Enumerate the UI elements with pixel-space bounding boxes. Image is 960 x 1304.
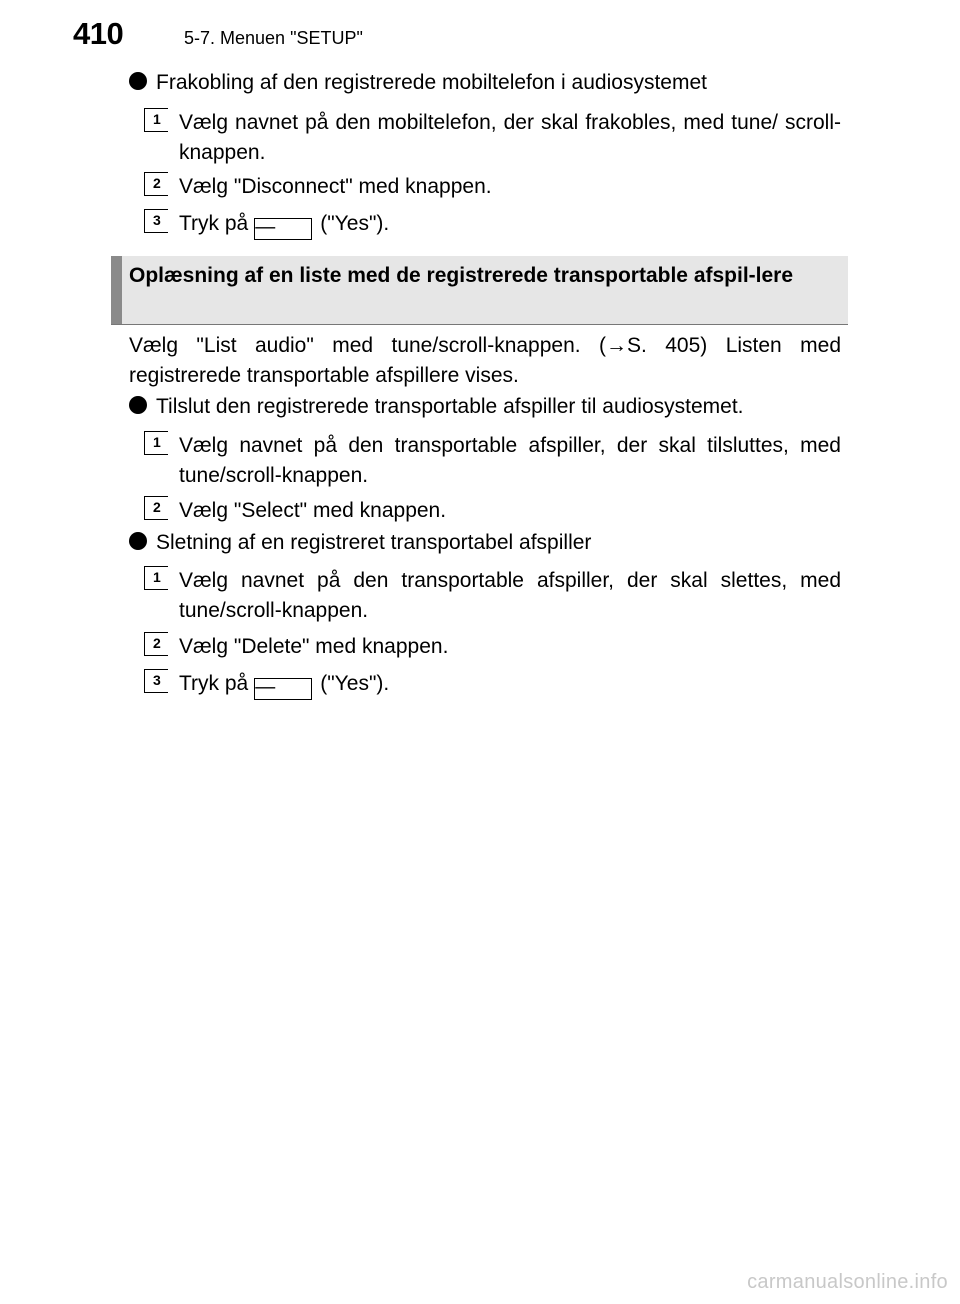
step-text: Vælg "Delete" med knappen. [179, 635, 449, 658]
section-heading [111, 256, 848, 325]
bullet-text: Tilslut den registrerede transportable afspiller til audiosystemet. [156, 395, 744, 418]
step-text [179, 209, 841, 240]
step-number: 2 [144, 172, 168, 196]
step-number: 1 [144, 108, 168, 132]
step-text-after: ("Yes"). [320, 672, 390, 695]
yes-button-symbol: — [254, 678, 312, 700]
bullet-icon [129, 396, 147, 414]
step-number: 1 [144, 566, 168, 590]
step-text: Vælg "Disconnect" med knappen. [179, 175, 492, 198]
yes-button-symbol: — [254, 218, 312, 240]
chapter-title: 5-7. Menuen "SETUP" [184, 28, 363, 48]
step-number: 2 [144, 632, 168, 656]
bullet-text: Sletning af en registreret transportabel afspiller [156, 531, 592, 554]
list-audio-paragraph: Vælg "List audio" med tune/scroll-knappen. (→S. 405) Listen med registrerede transportable afspillere vises. [129, 334, 841, 387]
page-number: 410 [73, 16, 124, 51]
step-text: Vælg "Select" med knappen. [179, 499, 447, 522]
bullet-heading-disconnect-phone [129, 68, 841, 98]
step-number: 3 [144, 669, 168, 693]
step-text-before: Tryk på [179, 672, 249, 695]
heading-accent-bar [111, 256, 122, 324]
step-number: 1 [144, 431, 168, 455]
step-text: Vælg navnet på den transportable afspiller, der skal tilsluttes, med tune/scroll-knappen. [179, 434, 841, 487]
bullet-icon [129, 72, 147, 90]
step-number: 3 [144, 209, 168, 233]
bullet-icon [129, 532, 147, 550]
step-number: 2 [144, 496, 168, 520]
watermark: carmanualsonline.info [747, 1271, 948, 1293]
step-text-before: Tryk på [179, 212, 249, 235]
bullet-text: Frakobling af den registrerede mobiltelefon i audiosystemet [156, 71, 707, 94]
step-text: Vælg navnet på den mobiltelefon, der skal frakobles, med tune/ scroll-knappen. [179, 111, 841, 164]
section-heading-title: Oplæsning af en liste med de registrerede transportable afspil-lere [129, 264, 794, 287]
bullet-heading-connect-player [129, 392, 841, 422]
step-text-after: ("Yes"). [320, 212, 390, 235]
step-text: Vælg navnet på den transportable afspiller, der skal slettes, med tune/scroll-knappen. [179, 569, 841, 622]
bullet-heading-delete-player [129, 528, 841, 558]
step-text [179, 669, 841, 700]
